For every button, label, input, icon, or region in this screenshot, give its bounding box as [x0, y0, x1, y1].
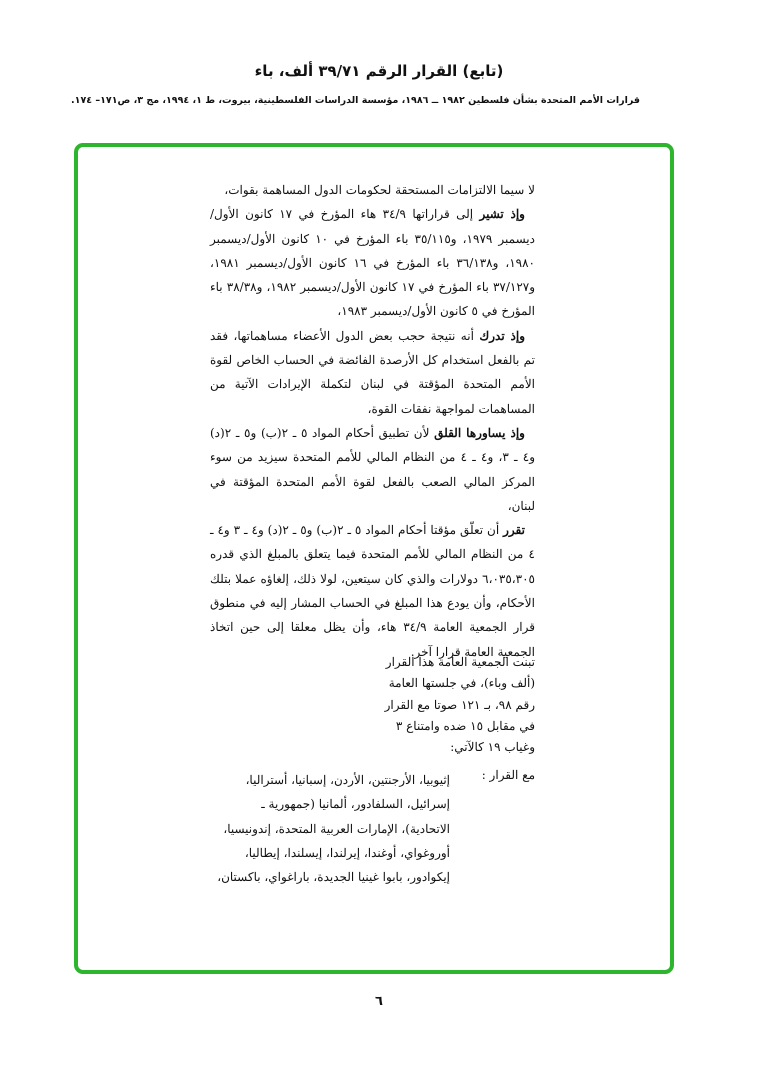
paragraph-2: [210, 202, 535, 323]
paragraph-3-text: أنه نتيجة حجب بعض الدول الأعضاء مساهماتها، فقد تم بالفعل استخدام كل الأرصدة الفائضة في الحساب الخاص لقوة الأمم المتحدة المؤقتة في لبنان لتكملة الإيرادات الآتية من المساهمات لمواجهة نفقات القوة،: [210, 328, 535, 416]
adoption-line-3: رقم ٩٨، بـ ١٢١ صوتا مع القرار: [384, 697, 535, 712]
paragraph-3: [210, 324, 535, 421]
document-title: (تابع) القرار الرقم ٣٩/٧١ ألف، باء: [254, 62, 504, 80]
paragraph-5-lead: تقرر: [503, 523, 525, 538]
paragraph-4-lead: وإذ يساورها القلق: [434, 425, 525, 440]
adoption-line-2: (ألف وباء)، في جلستها العامة: [388, 676, 535, 691]
paragraph-3-lead: وإذ تدرك: [479, 328, 525, 343]
paragraph-4: [210, 421, 535, 518]
votes-line-1: إثيوبيا، الأرجنتين، الأردن، إسبانيا، أستراليا،: [245, 773, 450, 787]
paragraph-2-text: إلى قراراتها ٣٤/٩ هاء المؤرخ في ١٧ كانون الأول/ديسمبر ١٩٧٩، و٣٥/١١٥ باء المؤرخ في ١٠ كانون الأول/ديسمبر ١٩٨٠، و٣٦/١٣٨ باء المؤرخ في ١٦ كانون الأول/ديسمبر ١٩٨١، و٣٧/١٢٧ باء المؤرخ في ١٧ كانون الأول/ديسمبر ١٩٨٢، و٣٨/٣٨ باء المؤرخ في ٥ كانون الأول/ديسمبر ١٩٨٣،: [210, 207, 536, 319]
adoption-line-5: وغياب ١٩ كالآتي:: [450, 740, 535, 755]
adoption-line-4: في مقابل ١٥ ضده وامتناع ٣: [395, 718, 535, 733]
votes-line-4: أوروغواي، أوغندا، إيرلندا، إيسلندا، إيطاليا،: [244, 845, 450, 860]
source-citation: قرارات الأمم المتحدة بشأن فلسطين ١٩٨٢ ــ ١٩٨٦، مؤسسة الدراسات الفلسطينية، بيروت، ط ١، ١٩٩٤، مج ٣، ص١٧١– ١٧٤.: [71, 95, 640, 106]
adoption-line-1: تبنت الجمعية العامة هذا القرار: [385, 655, 535, 669]
page-number: ٦: [375, 994, 383, 1009]
resolution-body: [210, 178, 535, 664]
votes-in-favor-label: مع القرار :: [481, 768, 535, 782]
adoption-note: [262, 652, 535, 758]
paragraph-4-text: لأن تطبيق أحكام المواد ٥ ـ ٢(ب) و٥ ـ ٢(د) و٤ ـ ٣، و٤ ـ ٤ من النظام المالي للأمم المتحدة سيزيد من سوء المركز المالي الصعب بالفعل لقوة الأمم المتحدة المؤقتة في لبنان،: [210, 425, 535, 513]
votes-line-5: إيكوادور، بابوا غينيا الجديدة، باراغواي، باكستان،: [217, 870, 450, 885]
votes-line-3: الاتحادية)، الإمارات العربية المتحدة، إندونيسيا،: [223, 821, 450, 836]
paragraph-5-text: أن تعلّق مؤقتا أحكام المواد ٥ ـ ٢(ب) و٥ ـ ٢(د) و٤ ـ ٣ و٤ ـ ٤ من النظام المالي للأمم المتحدة فيما يتعلق بالمبلغ الذي قدره ٦،٠٣٥،٣٠٥ دولارات والذي كان سيتعين، لولا ذلك، إلغاؤه عملا بتلك الأحكام، وأن يودع هذا المبلغ في الحساب المشار إليه في منطوق قرار الجمعية العامة ٣٤/٩ هاء، وأن يظل معلقا إلى حين اتخاذ الجمعية العامة قرارا آخر.: [210, 523, 536, 659]
paragraph-2-lead: وإذ تشير: [479, 207, 525, 222]
paragraph-5: [210, 518, 535, 664]
paragraph-1: لا سيما الالتزامات المستحقة لحكومات الدول المساهمة بقوات،: [224, 183, 535, 197]
votes-line-2: إسرائيل، السلفادور، ألمانيا (جمهورية ـ: [261, 797, 450, 812]
